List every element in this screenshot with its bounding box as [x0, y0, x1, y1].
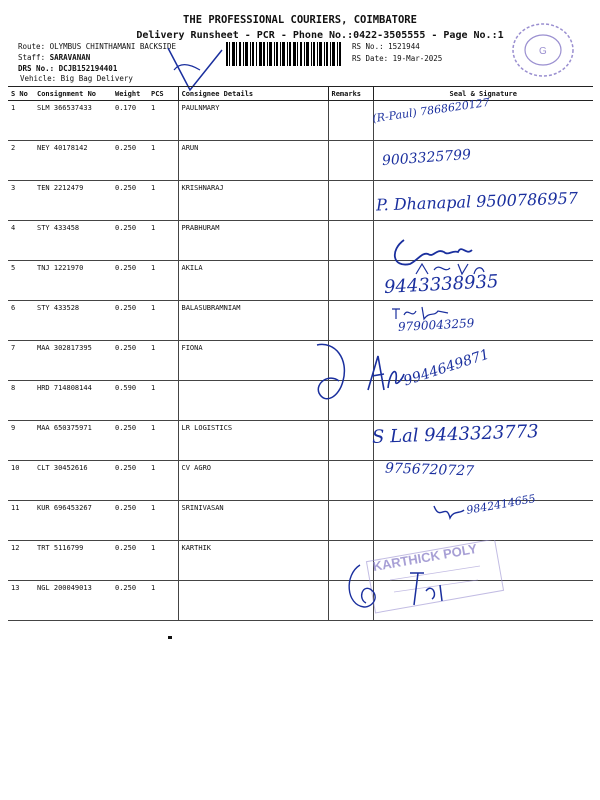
cell-sno: 6: [8, 301, 34, 341]
cell-pcs: 1: [148, 541, 178, 581]
cell-pcs: 1: [148, 101, 178, 141]
cell-weight: 0.250: [112, 581, 148, 621]
rs-date-label: RS Date:: [352, 54, 389, 63]
cell-weight: 0.250: [112, 221, 148, 261]
cell-pcs: 1: [148, 301, 178, 341]
cell-weight: 0.250: [112, 541, 148, 581]
cell-sno: 13: [8, 581, 34, 621]
ink-dot: [168, 636, 172, 639]
cell-remarks: [328, 501, 373, 541]
cell-sno: 10: [8, 461, 34, 501]
cell-consignment: MAA 650375971: [34, 421, 112, 461]
table-row: [8, 101, 593, 141]
sig-row-1: (R-Paul) 7868620127: [371, 95, 491, 126]
cell-weight: 0.250: [112, 141, 148, 181]
runsheet-subtitle: Delivery Runsheet - PCR - Phone No.:0422-3505555 - Page No.:1: [136, 30, 504, 41]
cell-sno: 12: [8, 541, 34, 581]
company-title: THE PROFESSIONAL COURIERS, COIMBATORE: [183, 14, 417, 26]
table-row: [8, 461, 593, 501]
cell-remarks: [328, 261, 373, 301]
cell-sno: 9: [8, 421, 34, 461]
cell-sno: 2: [8, 141, 34, 181]
table-row: [8, 261, 593, 301]
vehicle-line: [20, 73, 133, 84]
cell-consignee: AKILA: [178, 261, 328, 301]
svg-text:G: G: [539, 46, 547, 57]
cell-consignment: NEY 40178142: [34, 141, 112, 181]
cell-consignment: STY 433458: [34, 221, 112, 261]
sig-row-13: [340, 555, 450, 615]
table-row: [8, 341, 593, 381]
sig-row-3: P. Dhanapal 9500786957: [375, 188, 579, 215]
sig-row-11-initials: [430, 500, 470, 524]
rs-date-value: 19-Mar-2025: [392, 54, 443, 63]
cell-remarks: [328, 181, 373, 221]
drs-label: DRS No.:: [18, 64, 55, 73]
rs-date-line: [352, 53, 442, 64]
cell-pcs: 1: [148, 381, 178, 421]
table-row: [8, 381, 593, 421]
cell-pcs: 1: [148, 341, 178, 381]
cell-weight: 0.250: [112, 341, 148, 381]
cell-weight: 0.250: [112, 501, 148, 541]
cell-consignment: CLT 30452616: [34, 461, 112, 501]
cell-consignment: SLM 366537433: [34, 101, 112, 141]
cell-sno: 4: [8, 221, 34, 261]
col-sno: S No: [8, 87, 34, 101]
cell-consignee: KRISHNARAJ: [178, 181, 328, 221]
staff-line: [18, 52, 90, 63]
sig-row-6-phone: 9790043259: [397, 316, 475, 334]
cell-pcs: 1: [148, 581, 178, 621]
sig-row-9: S Lal 9443323773: [371, 421, 540, 448]
cell-consignee: SRINIVASAN: [178, 501, 328, 541]
cell-consignment: MAA 302817395: [34, 341, 112, 381]
cell-consignment: TEN 2212479: [34, 181, 112, 221]
col-pcs: PCS: [148, 87, 178, 101]
cell-consignee: FIONA: [178, 341, 328, 381]
table-header-row: [8, 87, 593, 101]
vehicle-value: Big Bag Delivery: [60, 74, 133, 83]
rs-no-line: [352, 41, 420, 52]
table-row: [8, 301, 593, 341]
sig-row-5-phone: 9443338935: [383, 271, 500, 298]
cell-consignment: HRD 714808144: [34, 381, 112, 421]
cell-consignment: TRT 5116799: [34, 541, 112, 581]
cell-weight: 0.250: [112, 461, 148, 501]
company-seal-stamp: [505, 18, 575, 78]
route-line: [18, 41, 176, 52]
barcode-image: [226, 42, 342, 66]
vehicle-label: Vehicle:: [20, 74, 57, 83]
cell-weight: 0.250: [112, 181, 148, 221]
cell-pcs: 1: [148, 221, 178, 261]
sig-row-10: 9756720727: [384, 460, 475, 480]
col-weight: Weight: [112, 87, 148, 101]
cell-weight: 0.590: [112, 381, 148, 421]
cell-remarks: [328, 421, 373, 461]
col-consignee: Consignee Details: [178, 87, 328, 101]
rs-no-label: RS No.:: [352, 42, 384, 51]
cell-pcs: 1: [148, 181, 178, 221]
cell-consignee: PAULNMARY: [178, 101, 328, 141]
cell-consignee: ARUN: [178, 141, 328, 181]
cell-weight: 0.170: [112, 101, 148, 141]
cell-sno: 11: [8, 501, 34, 541]
cell-weight: 0.250: [112, 301, 148, 341]
cell-remarks: [328, 101, 373, 141]
cell-consignee: KARTHIK: [178, 541, 328, 581]
cell-sno: 8: [8, 381, 34, 421]
cell-remarks: [328, 141, 373, 181]
staff-label: Staff:: [18, 53, 46, 62]
col-remarks: Remarks: [328, 87, 373, 101]
cell-sno: 1: [8, 101, 34, 141]
cell-consignee: LR LOGISTICS: [178, 421, 328, 461]
cell-consignment: TNJ 1221970: [34, 261, 112, 301]
cell-remarks: [328, 461, 373, 501]
cell-pcs: 1: [148, 461, 178, 501]
rs-no-value: 1521944: [388, 42, 420, 51]
sig-row-2: 9003325799: [381, 146, 472, 170]
sig-row-8-phone: 9944649871: [401, 346, 492, 390]
cell-pcs: 1: [148, 421, 178, 461]
cell-consignment: STY 433528: [34, 301, 112, 341]
drs-value: DCJB152194401: [58, 64, 118, 73]
route-label: Route:: [18, 42, 46, 51]
cell-sno: 3: [8, 181, 34, 221]
cell-consignee: CV AGRO: [178, 461, 328, 501]
cell-consignee: [178, 581, 328, 621]
cell-weight: 0.250: [112, 421, 148, 461]
cell-weight: 0.250: [112, 261, 148, 301]
cell-sno: 5: [8, 261, 34, 301]
bottom-stamp-text: KARTHICK POLY: [371, 540, 479, 575]
cell-consignment: NGL 200049013: [34, 581, 112, 621]
route-value: OLYMBUS CHINTHAMANI BACKSIDE: [49, 42, 177, 51]
cell-consignment: KUR 696453267: [34, 501, 112, 541]
cell-pcs: 1: [148, 141, 178, 181]
col-signature: Seal & Signature: [373, 87, 593, 101]
cell-remarks: [328, 221, 373, 261]
cell-pcs: 1: [148, 261, 178, 301]
table-row: [8, 141, 593, 181]
cell-sno: 7: [8, 341, 34, 381]
table-row: [8, 221, 593, 261]
sig-row-11-phone: 9842414655: [465, 492, 537, 517]
cell-consignee: PRABHURAM: [178, 221, 328, 261]
cell-pcs: 1: [148, 501, 178, 541]
col-consignment: Consignment No: [34, 87, 112, 101]
cell-consignee: BALASUBRAMNIAM: [178, 301, 328, 341]
staff-value: SARAVANAN: [49, 53, 91, 62]
